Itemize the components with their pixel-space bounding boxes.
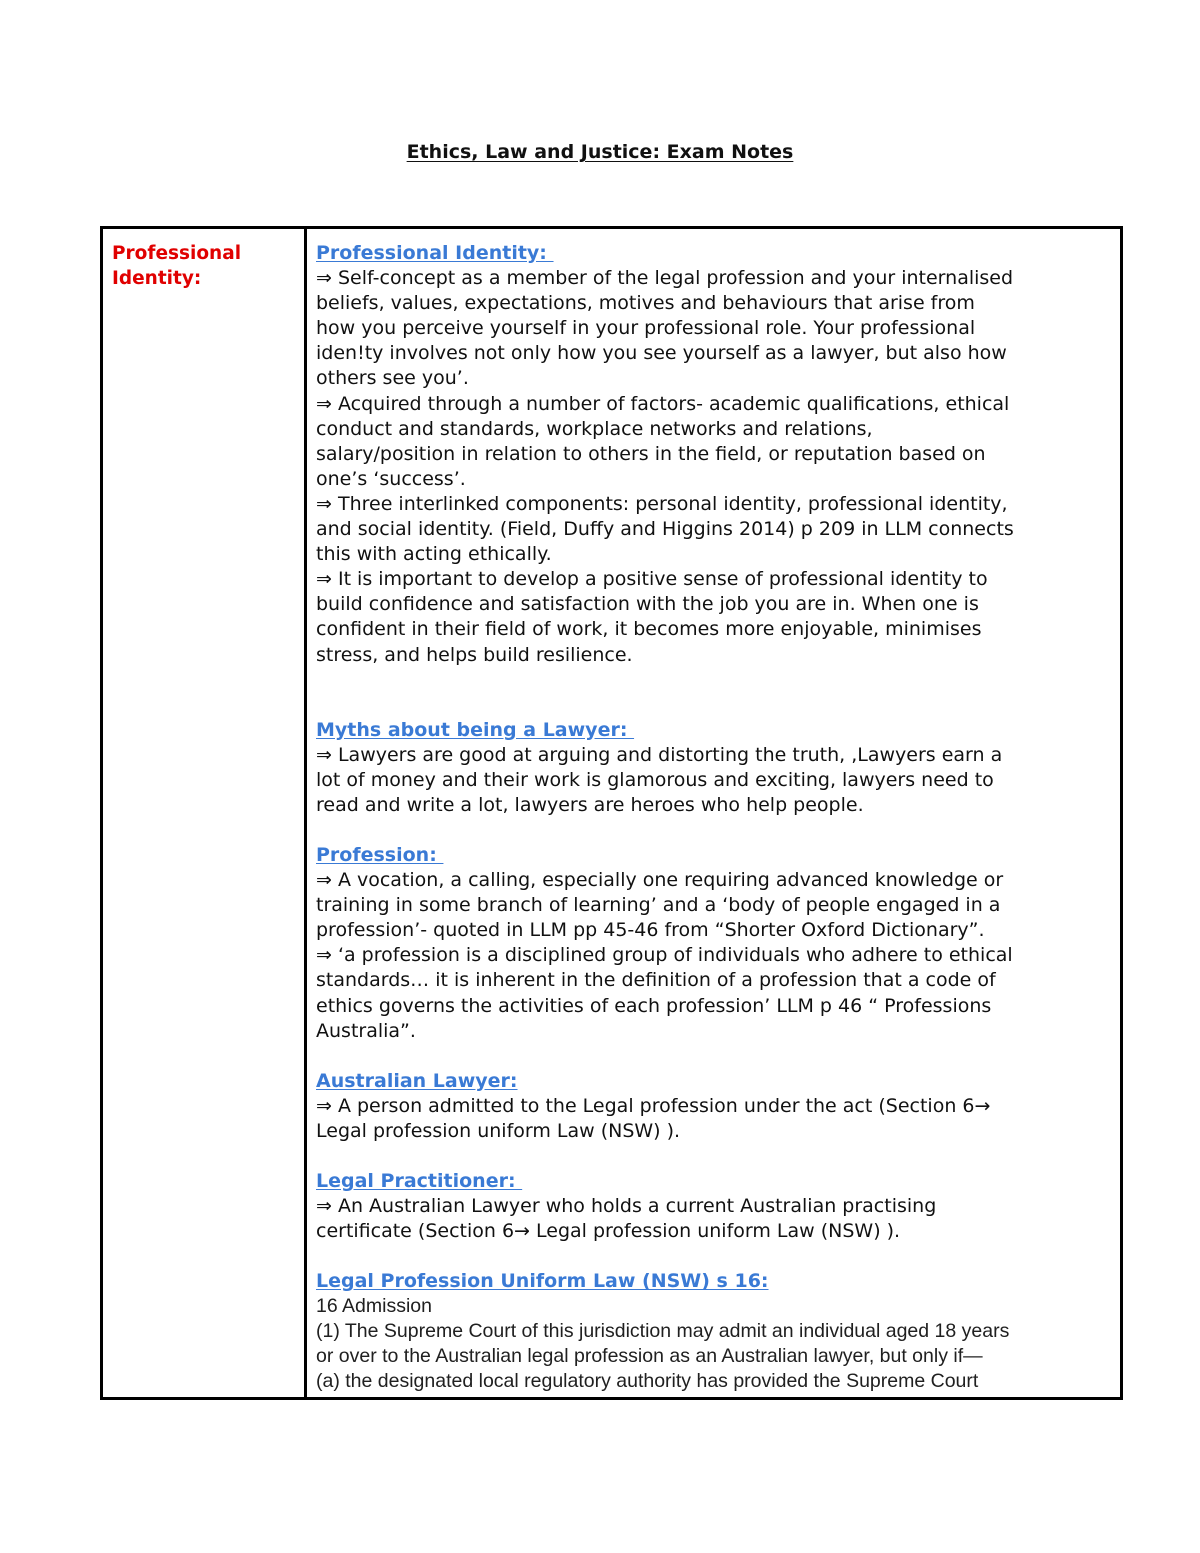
spacer — [316, 1244, 1116, 1269]
spacer — [316, 818, 1116, 843]
section-heading: Legal Profession Uniform Law (NSW) s 16: — [316, 1270, 769, 1293]
section-heading: Legal Practitioner: — [316, 1170, 523, 1192]
spacer — [316, 1144, 1116, 1169]
bullet-paragraph: ⇒ It is important to develop a positive sense of professional identity to build confidence and satisfaction with the job you are in. When one is confident in their field of work, it becomes more enjoyable, minimises stress, and helps build resilience. — [316, 568, 988, 666]
section-heading: Australian Lawyer: — [316, 1069, 518, 1092]
notes-table — [100, 226, 1123, 1400]
topic-label: Professional Identity: — [112, 243, 242, 289]
section-heading: Professional Identity: — [316, 242, 554, 264]
section-heading: Myths about being a Lawyer: — [316, 718, 635, 741]
bullet-paragraph: ⇒ ‘a profession is a disciplined group of individuals who adhere to ethical standards… it is inherent in the definition of a profession that a code of ethics governs the activities of each profession’ LLM p 46 “ Professions Australia”. — [316, 944, 1013, 1042]
section-myths — [316, 718, 1116, 818]
section-legal-practitioner — [316, 1169, 1116, 1244]
bullet-paragraph: ⇒ A person admitted to the Legal profession under the act (Section 6→ Legal profession uniform Law (NSW) ). — [316, 1094, 991, 1142]
section-heading: Profession: — [316, 843, 444, 866]
section-profession — [316, 843, 1116, 1044]
section-professional-identity — [316, 241, 1116, 668]
statute-paragraph: 16 Admission — [316, 1295, 432, 1318]
spacer — [316, 1044, 1116, 1069]
bullet-paragraph: ⇒ Acquired through a number of factors- academic qualifications, ethical conduct and standards, workplace networks and relations, salary/position in relation to others in the field, or reputation based on one’s ‘success’. — [316, 392, 1010, 490]
bullet-paragraph: ⇒ Self-concept as a member of the legal profession and your internalised beliefs, values, expectations, motives and behaviours that arise from how you perceive yourself in your professional role. Your professional iden!ty involves not only how you see yourself as a lawyer, but also how others see you’. — [316, 267, 1014, 390]
statute-paragraph: (a) the designated local regulatory authority has provided the Supreme Court — [316, 1370, 979, 1393]
bullet-paragraph: ⇒ Lawyers are good at arguing and distorting the truth, ,Lawyers earn a lot of money and their work is glamorous and exciting, lawyers need to read and write a lot, lawyers are heroes who help people. — [316, 743, 1003, 816]
section-australian-lawyer — [316, 1069, 1116, 1144]
spacer — [316, 668, 1116, 718]
bullet-paragraph: ⇒ A vocation, a calling, especially one requiring advanced knowledge or training in some branch of learning’ and a ‘body of people engaged in a profession’- quoted in LLM pp 45-46 from “Shorter Oxford Dictionary”. — [316, 869, 1004, 942]
content-cell — [316, 241, 1116, 1397]
statute-paragraph: (1) The Supreme Court of this jurisdiction may admit an individual aged 18 years or over to the Australian legal profession as an Australian lawyer, but only if— — [316, 1320, 1010, 1368]
document-title: Ethics, Law and Justice: Exam Notes — [406, 141, 794, 163]
bullet-paragraph: ⇒ Three interlinked components: personal identity, professional identity, and social identity. (Field, Duffy and Higgins 2014) p 209 in LLM connects this with acting ethically. — [316, 492, 1014, 566]
column-divider — [304, 229, 307, 1397]
bullet-paragraph: ⇒ An Australian Lawyer who holds a current Australian practising certificate (Section 6→ Legal profession uniform Law (NSW) ). — [316, 1195, 937, 1243]
section-uniform-law-s16 — [316, 1269, 1116, 1394]
